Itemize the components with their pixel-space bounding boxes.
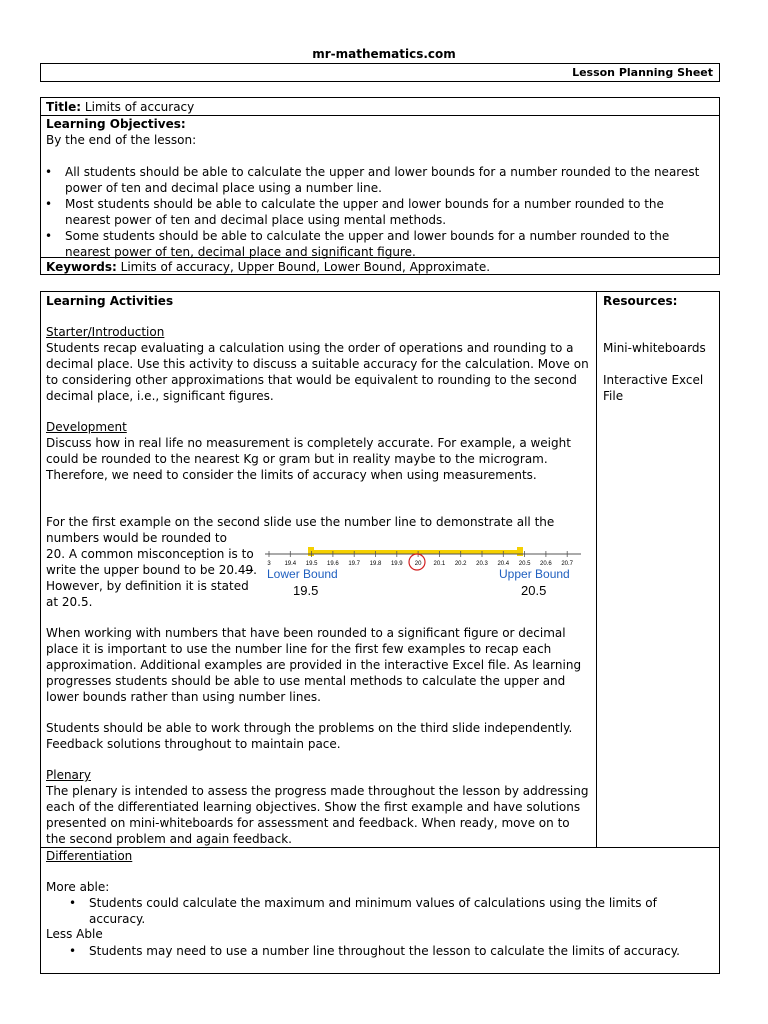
keywords-row (46, 259, 490, 275)
number-line-tick-label: 19.5 (305, 561, 318, 567)
example-intro: For the first example on the second slide use the number line to demonstrate all the numbers would be rounded to (46, 515, 555, 545)
development-heading: Development (46, 420, 127, 434)
more-able-item: • Students could calculate the maximum and minimum values of calculations using the limits of accuracy. (65, 895, 705, 927)
number-line-tick-label: 20 (414, 561, 422, 567)
activities-heading: Learning Activities (46, 294, 174, 308)
number-line-diagram (263, 542, 583, 602)
objective-item: • All students should be able to calculate the upper and lower bounds for a number rounded to the nearest power of ten and decimal place using a number line. (41, 164, 711, 196)
title-value: Limits of accuracy (84, 100, 195, 114)
keywords-value: Limits of accuracy, Upper Bound, Lower Bound, Approximate. (120, 260, 491, 274)
header-title: Lesson Planning Sheet (572, 66, 713, 79)
plenary-heading: Plenary (46, 768, 91, 782)
column-divider (596, 292, 597, 848)
upper-bound-value: 20.5 (521, 583, 547, 598)
bound-start-marker (308, 547, 314, 556)
number-line-tick-label: 3 (267, 561, 271, 567)
bound-end-marker (517, 547, 523, 556)
number-line-tick-label: 20.3 (476, 561, 488, 567)
less-able-label: Less Able (46, 927, 103, 941)
resource-item: Interactive Excel File (603, 373, 704, 403)
objectives-list (41, 164, 711, 260)
starter-text: Students recap evaluating a calculation using the order of operations and rounding to a decimal place. Use this activity to discuss a suitable accuracy for the calculation. Move on to considering other approximations that would be equivalent to rounding to the second decimal place, i.e., significant figures. (46, 341, 589, 403)
resources-heading: Resources: (603, 294, 678, 308)
number-line-tick-label: 19.7 (348, 561, 361, 567)
less-able-list (65, 943, 715, 959)
number-line-tick-label: 20.6 (540, 561, 552, 567)
objectives-row (41, 116, 719, 258)
differentiation-heading: Differentiation (46, 849, 133, 863)
keywords-label: Keywords: (46, 260, 117, 274)
bound-highlight (310, 550, 520, 554)
activities-table (40, 291, 720, 974)
objectives-intro: By the end of the lesson: (46, 133, 197, 147)
number-line-tick-label: 20.4 (497, 561, 510, 567)
third-slide-text: Students should be able to work through the problems on the third slide independently. Feedback solutions throughout to maintain pace. (46, 721, 573, 751)
lower-bound-label: Lower Bound (267, 567, 338, 581)
struck-digit: 9 (245, 563, 254, 577)
number-line-tick-label: 20.2 (454, 561, 467, 567)
number-line-tick-label: 20.1 (433, 561, 446, 567)
development-text: Discuss how in real life no measurement is completely accurate. For example, a weight could be rounded to the nearest Kg or gram but in reality maybe to the microgram. Therefore, we need to consider the limits of accuracy when using measurements. (46, 436, 571, 482)
site-name: mr-mathematics.com (312, 47, 456, 61)
lower-bound-value: 19.5 (293, 583, 319, 598)
objective-item: • Some students should be able to calculate the upper and lower bounds for a number rounded to the nearest power of ten, decimal place and significant figure. (41, 228, 711, 260)
number-line-tick-label: 19.8 (369, 561, 382, 567)
lesson-info-table (40, 97, 720, 275)
number-line-tick-label: 20.7 (561, 561, 574, 567)
more-able-list (65, 895, 705, 927)
upper-bound-label: Upper Bound (499, 567, 570, 581)
title-row (41, 98, 719, 116)
title-label: Title: (46, 100, 82, 114)
more-able-label: More able: (46, 880, 110, 894)
number-line-tick-label: 19.4 (284, 561, 297, 567)
resource-item: Mini-whiteboards (603, 341, 706, 355)
plenary-text: The plenary is intended to assess the progress made throughout the lesson by addressing each of the differentiated learning objectives. Show the first example and have solutions presented on mini-whiteboards for assessment and feedback. When ready, move on to the second problem and again feedback. (46, 784, 589, 846)
header-bar (40, 63, 720, 82)
number-line-tick-label: 19.6 (327, 561, 339, 567)
number-line-tick-label: 19.9 (390, 561, 403, 567)
sigfig-text: When working with numbers that have been rounded to a significant figure or decimal place it is important to use the number line for the first few examples to recap each approximation. Additional examples are provided in the interactive Excel file. As learning progresses students should be able to use mental methods to calculate the upper and lower bounds rather than using number lines. (46, 626, 582, 704)
example-side-text: 20. A common misconception is to write the upper bound to be 20.49. However, by definition it is stated at 20.5. (46, 547, 257, 609)
number-line-tick-label: 20.5 (518, 561, 531, 567)
objective-item: • Most students should be able to calculate the upper and lower bounds for a number rounded to the nearest power of ten and decimal place using mental methods. (41, 196, 711, 228)
starter-heading: Starter/Introduction (46, 325, 165, 339)
less-able-item: • Students may need to use a number line throughout the lesson to calculate the limits of accuracy. (65, 943, 715, 959)
objectives-label: Learning Objectives: (46, 117, 186, 131)
